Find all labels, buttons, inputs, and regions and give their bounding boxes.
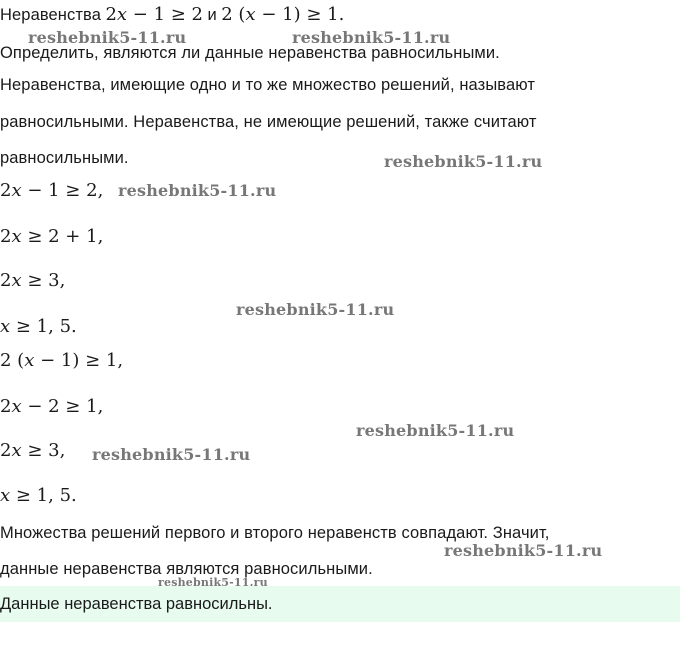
solution1-step-2: 2x ≥ 2 + 1, [0, 226, 104, 247]
conjunction: и [207, 6, 217, 24]
watermark: reshebnik5-11.ru [356, 421, 515, 440]
definition-line-2: равносильными. Неравенства, не имеющие решений, также считают [0, 113, 537, 131]
watermark: reshebnik5-11.ru [158, 576, 268, 589]
definition-line-1: Неравенства, имеющие одно и то же множество решений, называют [0, 76, 536, 94]
conclusion-line-1: Множества решений первого и второго неравенств совпадают. Значит, [0, 524, 550, 542]
watermark: reshebnik5-11.ru [292, 28, 451, 47]
solution2-step-1: 2 (x − 1) ≥ 1, [0, 350, 124, 371]
task-line [0, 4, 344, 25]
task-intro: Неравенства [0, 6, 101, 24]
solution1-step-1: 2x − 1 ≥ 2, [0, 180, 104, 201]
watermark: reshebnik5-11.ru [236, 300, 395, 319]
task-question: Определить, являются ли данные неравенства равносильными. [0, 44, 500, 62]
definition-line-3: равносильными. [0, 149, 129, 167]
answer-box [0, 586, 680, 622]
watermark: reshebnik5-11.ru [92, 445, 251, 464]
solution1-step-4: x ≥ 1, 5. [0, 316, 77, 337]
conclusion-line-2: данные неравенства являются равносильными. [0, 560, 373, 578]
watermark: reshebnik5-11.ru [118, 181, 277, 200]
inequality-2: 2 (x − 1) ≥ 1. [221, 4, 345, 25]
watermark: reshebnik5-11.ru [444, 541, 603, 560]
watermark: reshebnik5-11.ru [384, 152, 543, 171]
solution2-step-2: 2x − 2 ≥ 1, [0, 396, 104, 417]
solution1-step-3: 2x ≥ 3, [0, 270, 66, 291]
inequality-1: 2x − 1 ≥ 2 [105, 4, 204, 25]
watermark: reshebnik5-11.ru [28, 28, 187, 47]
solution2-step-3: 2x ≥ 3, [0, 440, 66, 461]
answer-text: Данные неравенства равносильны. [0, 595, 273, 613]
solution2-step-4: x ≥ 1, 5. [0, 485, 77, 506]
